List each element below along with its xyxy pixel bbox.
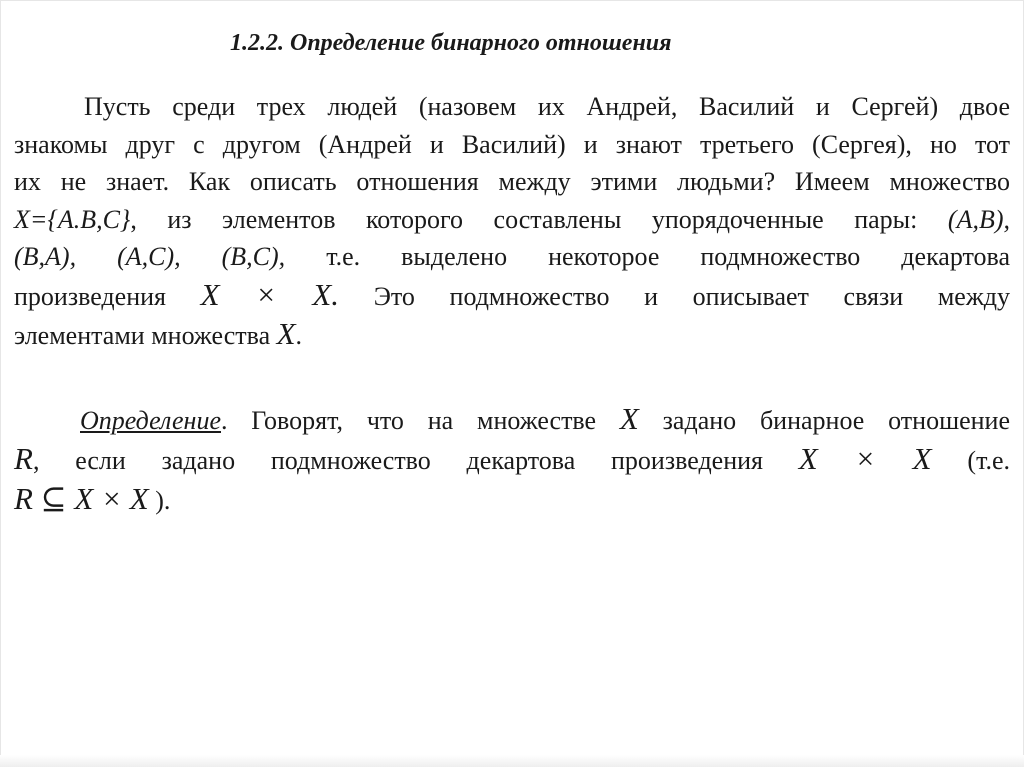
def-line-3-b: ). xyxy=(155,486,171,515)
def-line-2 xyxy=(14,440,1010,480)
def-line-2-a: , если задано подмножество декартова произведения xyxy=(32,446,763,475)
intro-line-4 xyxy=(14,201,1010,239)
definition-label: Определение xyxy=(80,406,221,435)
cartesian-product-def: X × X xyxy=(798,441,932,476)
intro-line-7 xyxy=(14,315,1010,355)
intro-line-6 xyxy=(14,276,1010,316)
set-x-symbol-def: X xyxy=(619,401,639,436)
paragraph-definition xyxy=(14,400,1010,520)
def-line-1 xyxy=(14,400,1010,440)
intro-line-5 xyxy=(14,238,1010,276)
def-line-3 xyxy=(14,480,1010,520)
intro-line-6-b: Это подмножество и описывает связи между xyxy=(373,281,1011,311)
intro-line-6-a: произведения xyxy=(14,281,166,311)
pair-ab: (A,B), xyxy=(947,204,1011,234)
def-line-1-b: задано бинарное отношение xyxy=(662,406,1010,435)
def-line-2-b: (т.е. xyxy=(967,446,1011,475)
pair-ba: (B,A), xyxy=(14,242,77,271)
intro-line-3: их не знает. Как описать отношения между этими людьми? Имеем множество xyxy=(14,167,1010,196)
intro-line-2: знакомы друг с другом (Андрей и Василий) и знают третьего (Сергея), но тот xyxy=(14,129,1010,159)
intro-line-4-text: , из элементов которого составлены упорядоченные пары: xyxy=(130,204,918,234)
intro-line-7-a: элементами множества xyxy=(14,321,271,350)
paragraph-intro xyxy=(14,88,1010,355)
pair-ac: (A,C), xyxy=(117,242,181,271)
relation-r-symbol: R xyxy=(14,441,33,476)
intro-line-5-text: т.е. выделено некоторое подмножество декартова xyxy=(326,242,1010,271)
subset-formula: R ⊆ X × X xyxy=(14,481,149,516)
set-x-symbol: X xyxy=(276,316,296,351)
intro-line-7-b: . xyxy=(295,321,303,350)
def-line-1-a: . Говорят, что на множестве xyxy=(221,406,597,435)
cartesian-product-x: X × X. xyxy=(200,276,340,312)
pair-bc: (B,C), xyxy=(221,242,286,271)
set-x-definition: X={A.B,C} xyxy=(14,204,131,234)
section-title: 1.2.2. Определение бинарного отношения xyxy=(230,30,672,56)
intro-line-1: Пусть среди трех людей (назовем их Андрей, Василий и Сергей) двое xyxy=(84,92,1010,121)
